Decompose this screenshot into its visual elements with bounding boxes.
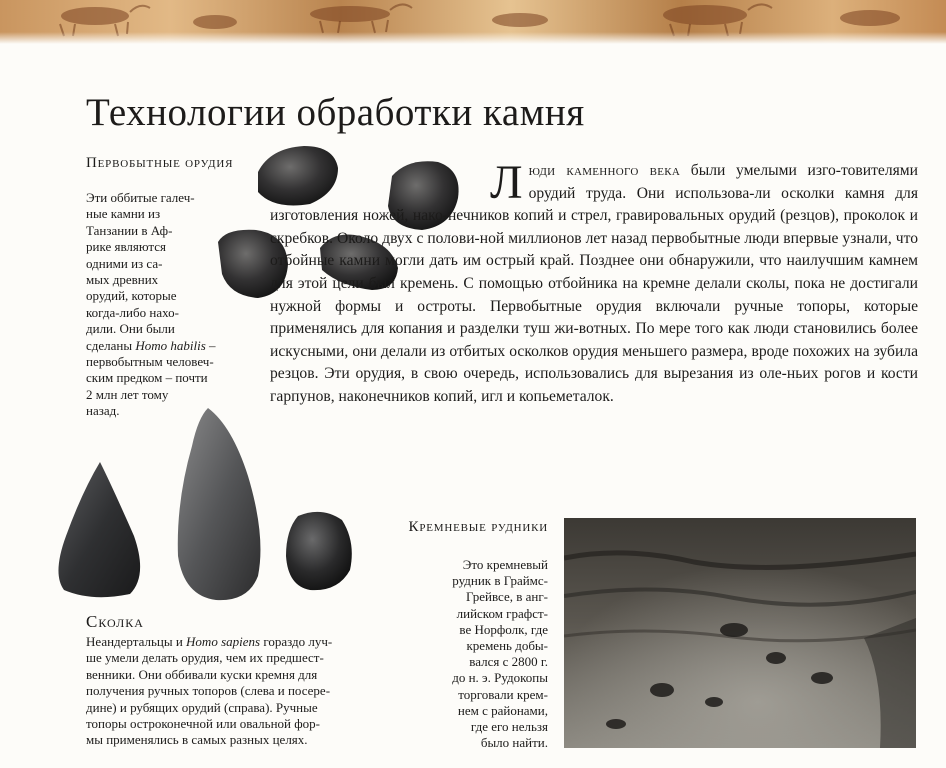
homo-sapiens-term: Homo sapiens <box>186 634 261 649</box>
hand-axes-photo <box>52 406 362 606</box>
flake-caption <box>86 634 398 749</box>
primitive-tools-caption-part2: – первобытным человеч- ским предком – почти 2 млн лет тому назад. <box>86 337 216 419</box>
flint-mine-photo <box>564 518 916 748</box>
primitive-tools-heading: Первобытные орудия <box>86 155 234 171</box>
oval-hand-axe <box>178 408 261 600</box>
page-title: Технологии обработки камня <box>86 91 585 134</box>
flake-heading: Сколка <box>86 612 144 631</box>
article-body: были умелыми изго-товителями орудий труда. Они использова-ли осколки камня для изготовления ножей, нако-нечников копий и стрел, гравировальных орудий (резцов), проколок и скребков. Около двух с полови-ной миллионов лет назад первобытные люди впервые узнали, что отбойные камни могли дать им острый край. Позднее они обнаружили, что наилучшим камнем для этой цели был кремень. С помощью отбойника на кремне делали сколы, пока не достигали нужной формы и остроты. Первобытные орудия включали ручные топоры, которые применялись для копания и разделки туш жи-вотных. По мере того как люди становились более искусными, они делали из отбитых осколков орудия меньшего размера, вроде похожих на зубила резцов. Эти орудия, в свою очередь, использовались для вырезания из оле-ньих рогов и кости гарпунов, наконечников копий, игл и копьеметалок. <box>270 162 918 405</box>
chopping-tool <box>286 512 352 590</box>
flake-caption-part1: Неандертальцы и <box>86 634 187 649</box>
cave-painting-banner-icon <box>0 0 946 44</box>
article-lead: юди каменного века <box>528 162 681 179</box>
flake-caption-part2: гораздо луч- ше умели делать орудия, чем их предшест- венники. Они оббивали куски кремня для получения ручных топоров (слева и посере- дине) и рубящих орудий (справа). Ручные топоры остроконечной или овальной фор- мы применялись в самых разных целях. <box>86 634 333 748</box>
cave-painting-banner <box>0 0 946 44</box>
pointed-hand-axe <box>58 462 140 597</box>
primitive-tools-caption-part1: Эти оббитые галеч- ные камни из Танзании в Аф- рике являются одними из са- мых древних орудий, которые когда-либо нахо- дили. Они были сделаны <box>86 190 195 353</box>
drop-cap: Л <box>490 156 523 209</box>
flint-mines-caption: Это кремневый рудник в Граймс- Грейвсе, в анг- лийском графст- ве Норфолк, где кремень добы- вался с 2800 г. до н. э. Рудокопы торговали крем- нем с районами, где его нельзя было найти. <box>452 557 548 751</box>
flint-mines-heading: Кремневые рудники <box>408 519 548 535</box>
homo-habilis-term: Homo habilis <box>135 337 206 353</box>
main-article-text <box>270 156 918 409</box>
